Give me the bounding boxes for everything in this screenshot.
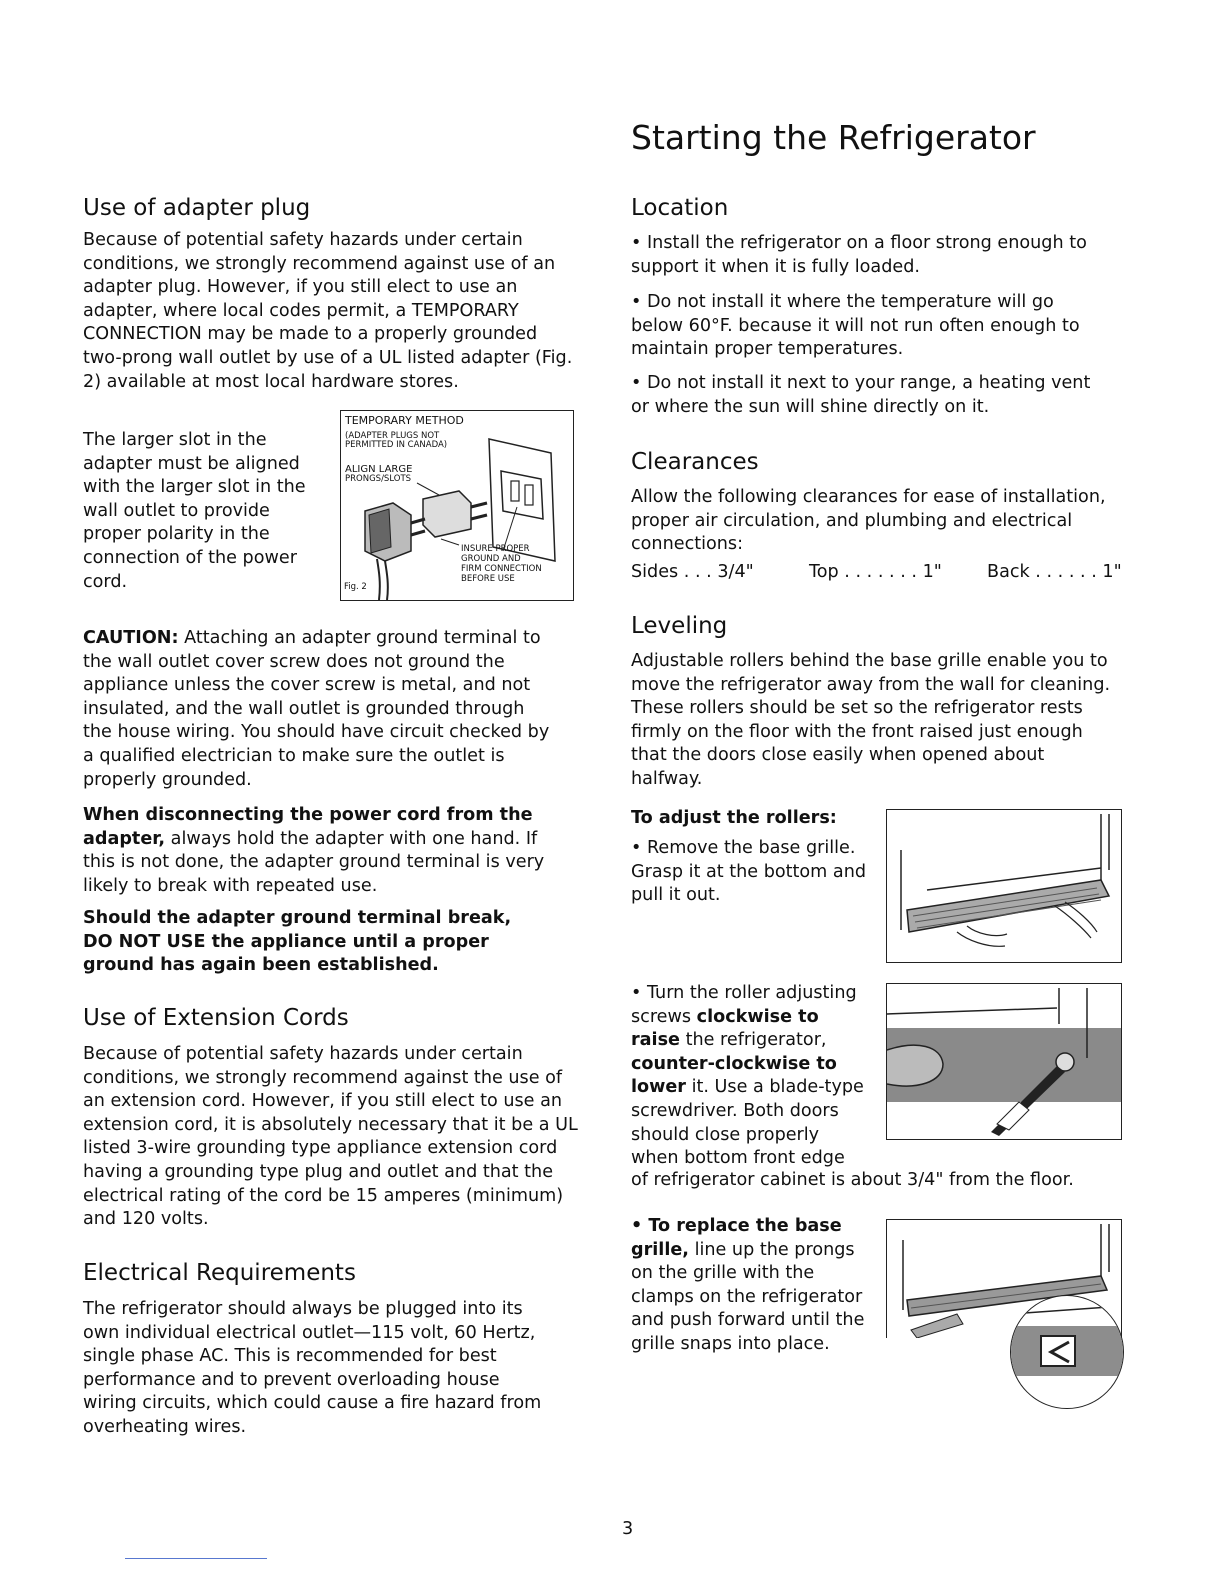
disconnect-paragraph — [83, 804, 553, 898]
figure-note-1: (ADAPTER PLUGS NOT — [345, 431, 440, 441]
leveling-heading: Leveling — [631, 613, 728, 639]
figure-insure-4: BEFORE USE — [461, 574, 515, 584]
clearance-back: Back . . . . . . 1" — [987, 562, 1122, 582]
clearance-sides: Sides . . . 3/4" — [631, 562, 754, 582]
step-replace-grille — [631, 1215, 871, 1357]
location-heading: Location — [631, 195, 729, 221]
adapter-heading: Use of adapter plug — [83, 195, 311, 221]
page-number: 3 — [622, 1519, 634, 1539]
roller-adjust-figure — [886, 983, 1122, 1140]
clearances-text: Allow the following clearances for ease of installation, proper air circulation, and plumbing and electrical connections: — [631, 487, 1106, 555]
step2-tail: of refrigerator cabinet is about 3/4" from the floor. — [631, 1170, 1074, 1190]
location-item: • Do not install it where the temperature will go below 60°F. because it will not run often enough to maintain proper temperatures. — [631, 291, 1101, 362]
adapter-figure — [340, 410, 574, 601]
leveling-text: Adjustable rollers behind the base grille enable you to move the refrigerator away from the wall for cleaning. These rollers should be set so the refrigerator rests firmly on the floor with the front raised just enough that the doors close easily when opened about halfway. — [631, 651, 1111, 789]
location-item: • Do not install it next to your range, a heating vent or where the sun will shine directly on it. — [631, 372, 1106, 419]
clearance-top: Top . . . . . . . 1" — [809, 562, 942, 582]
clamp-detail-illustration — [1011, 1296, 1123, 1408]
step3-bold: • To replace the base grille, — [631, 1216, 842, 1260]
figure-align-1: ALIGN LARGE — [345, 464, 413, 475]
page-title: Starting the Refrigerator — [631, 118, 1036, 157]
location-item: • Install the refrigerator on a floor strong enough to support it when it is fully loaded. — [631, 232, 1106, 279]
adjust-rollers-heading: To adjust the rollers: — [631, 808, 837, 828]
caution-paragraph — [83, 627, 553, 792]
caution-label: CAUTION: — [83, 628, 179, 648]
figure-align-2: PRONGS/SLOTS — [345, 474, 412, 484]
remove-grille-figure — [886, 809, 1122, 963]
step-remove-grille: • Remove the base grille. Grasp it at the bottom and pull it out. — [631, 837, 871, 908]
clearances-values — [631, 561, 1131, 585]
clamp-detail-inset — [1010, 1295, 1124, 1409]
footer-rule — [125, 1558, 267, 1559]
roller-adjust-illustration — [887, 984, 1121, 1139]
step2-a: • Turn the roller adjusting screws — [631, 983, 857, 1027]
step2-d: counter-clockwise to lower — [631, 1053, 837, 1098]
adapter-slot-text: The larger slot in the adapter must be aligned with the larger slot in the wall outlet to provide proper polarity in the connection of the power cord. — [83, 430, 306, 592]
disconnect-text: always hold the adapter with one hand. If this is not done, the adapter ground terminal is very likely to break with repeated use. — [83, 828, 545, 896]
caution-text: Attaching an adapter ground terminal to the wall outlet cover screw does not ground the appliance unless the cover screw is metal, and not insulated, and the wall outlet is grounded through the house wiring. You should have circuit checked by a qualified electrician to make sure the outlet is properly grounded. — [83, 628, 550, 790]
ground-warning: Should the adapter ground terminal break, DO NOT USE the appliance until a proper ground has again been established. — [83, 908, 512, 976]
disconnect-bold: When disconnecting the power cord from the adapter, — [83, 805, 533, 849]
figure-insure-2: GROUND AND — [461, 554, 521, 564]
figure-insure-3: FIRM CONNECTION — [461, 564, 542, 574]
adapter-intro: Because of potential safety hazards under certain conditions, we strongly recommend against use of an adapter plug. However, if you still elect to use an adapter, where local codes permit, a TEMPORARY CONNECTION may be made to a properly grounded two-prong wall outlet by use of a UL listed adapter (Fig. 2) available at most local hardware stores. — [83, 230, 573, 392]
figure-insure-1: INSURE PROPER — [461, 544, 530, 554]
figure-note-2: PERMITTED IN CANADA) — [345, 440, 448, 450]
extension-heading: Use of Extension Cords — [83, 1005, 349, 1031]
figure-title: TEMPORARY METHOD — [345, 414, 464, 427]
extension-text: Because of potential safety hazards under certain conditions, we strongly recommend against the use of an extension cord. However, if you still elect to use an extension cord, it is absolutely necessary that it be a UL listed 3-wire grounding type appliance extension cord having a grounding type plug and outlet and that the electrical rating of the cord be 15 amperes (minimum) and 120 volts. — [83, 1044, 578, 1230]
clearances-heading: Clearances — [631, 449, 759, 475]
figure-label: Fig. 2 — [344, 582, 367, 592]
step2-c: the refrigerator, — [685, 1030, 827, 1051]
remove-grille-illustration — [887, 810, 1121, 962]
electrical-text: The refrigerator should always be plugged into its own individual electrical outlet—115 volt, 60 Hertz, single phase AC. This is recommended for best performance and to prevent overloading house wiring circuits, which could cause a fire hazard from overheating wires. — [83, 1299, 542, 1437]
electrical-heading: Electrical Requirements — [83, 1260, 356, 1286]
step2-b: clockwise to raise — [631, 1006, 819, 1051]
step-turn-screws-wrap — [631, 982, 871, 1171]
step3-text: line up the prongs on the grille with the clamps on the refrigerator and push forward until the grille snaps into place. — [631, 1239, 865, 1354]
step2-e: it. Use a blade-type screwdriver. Both doors should close properly when bottom front edge — [631, 1077, 864, 1169]
